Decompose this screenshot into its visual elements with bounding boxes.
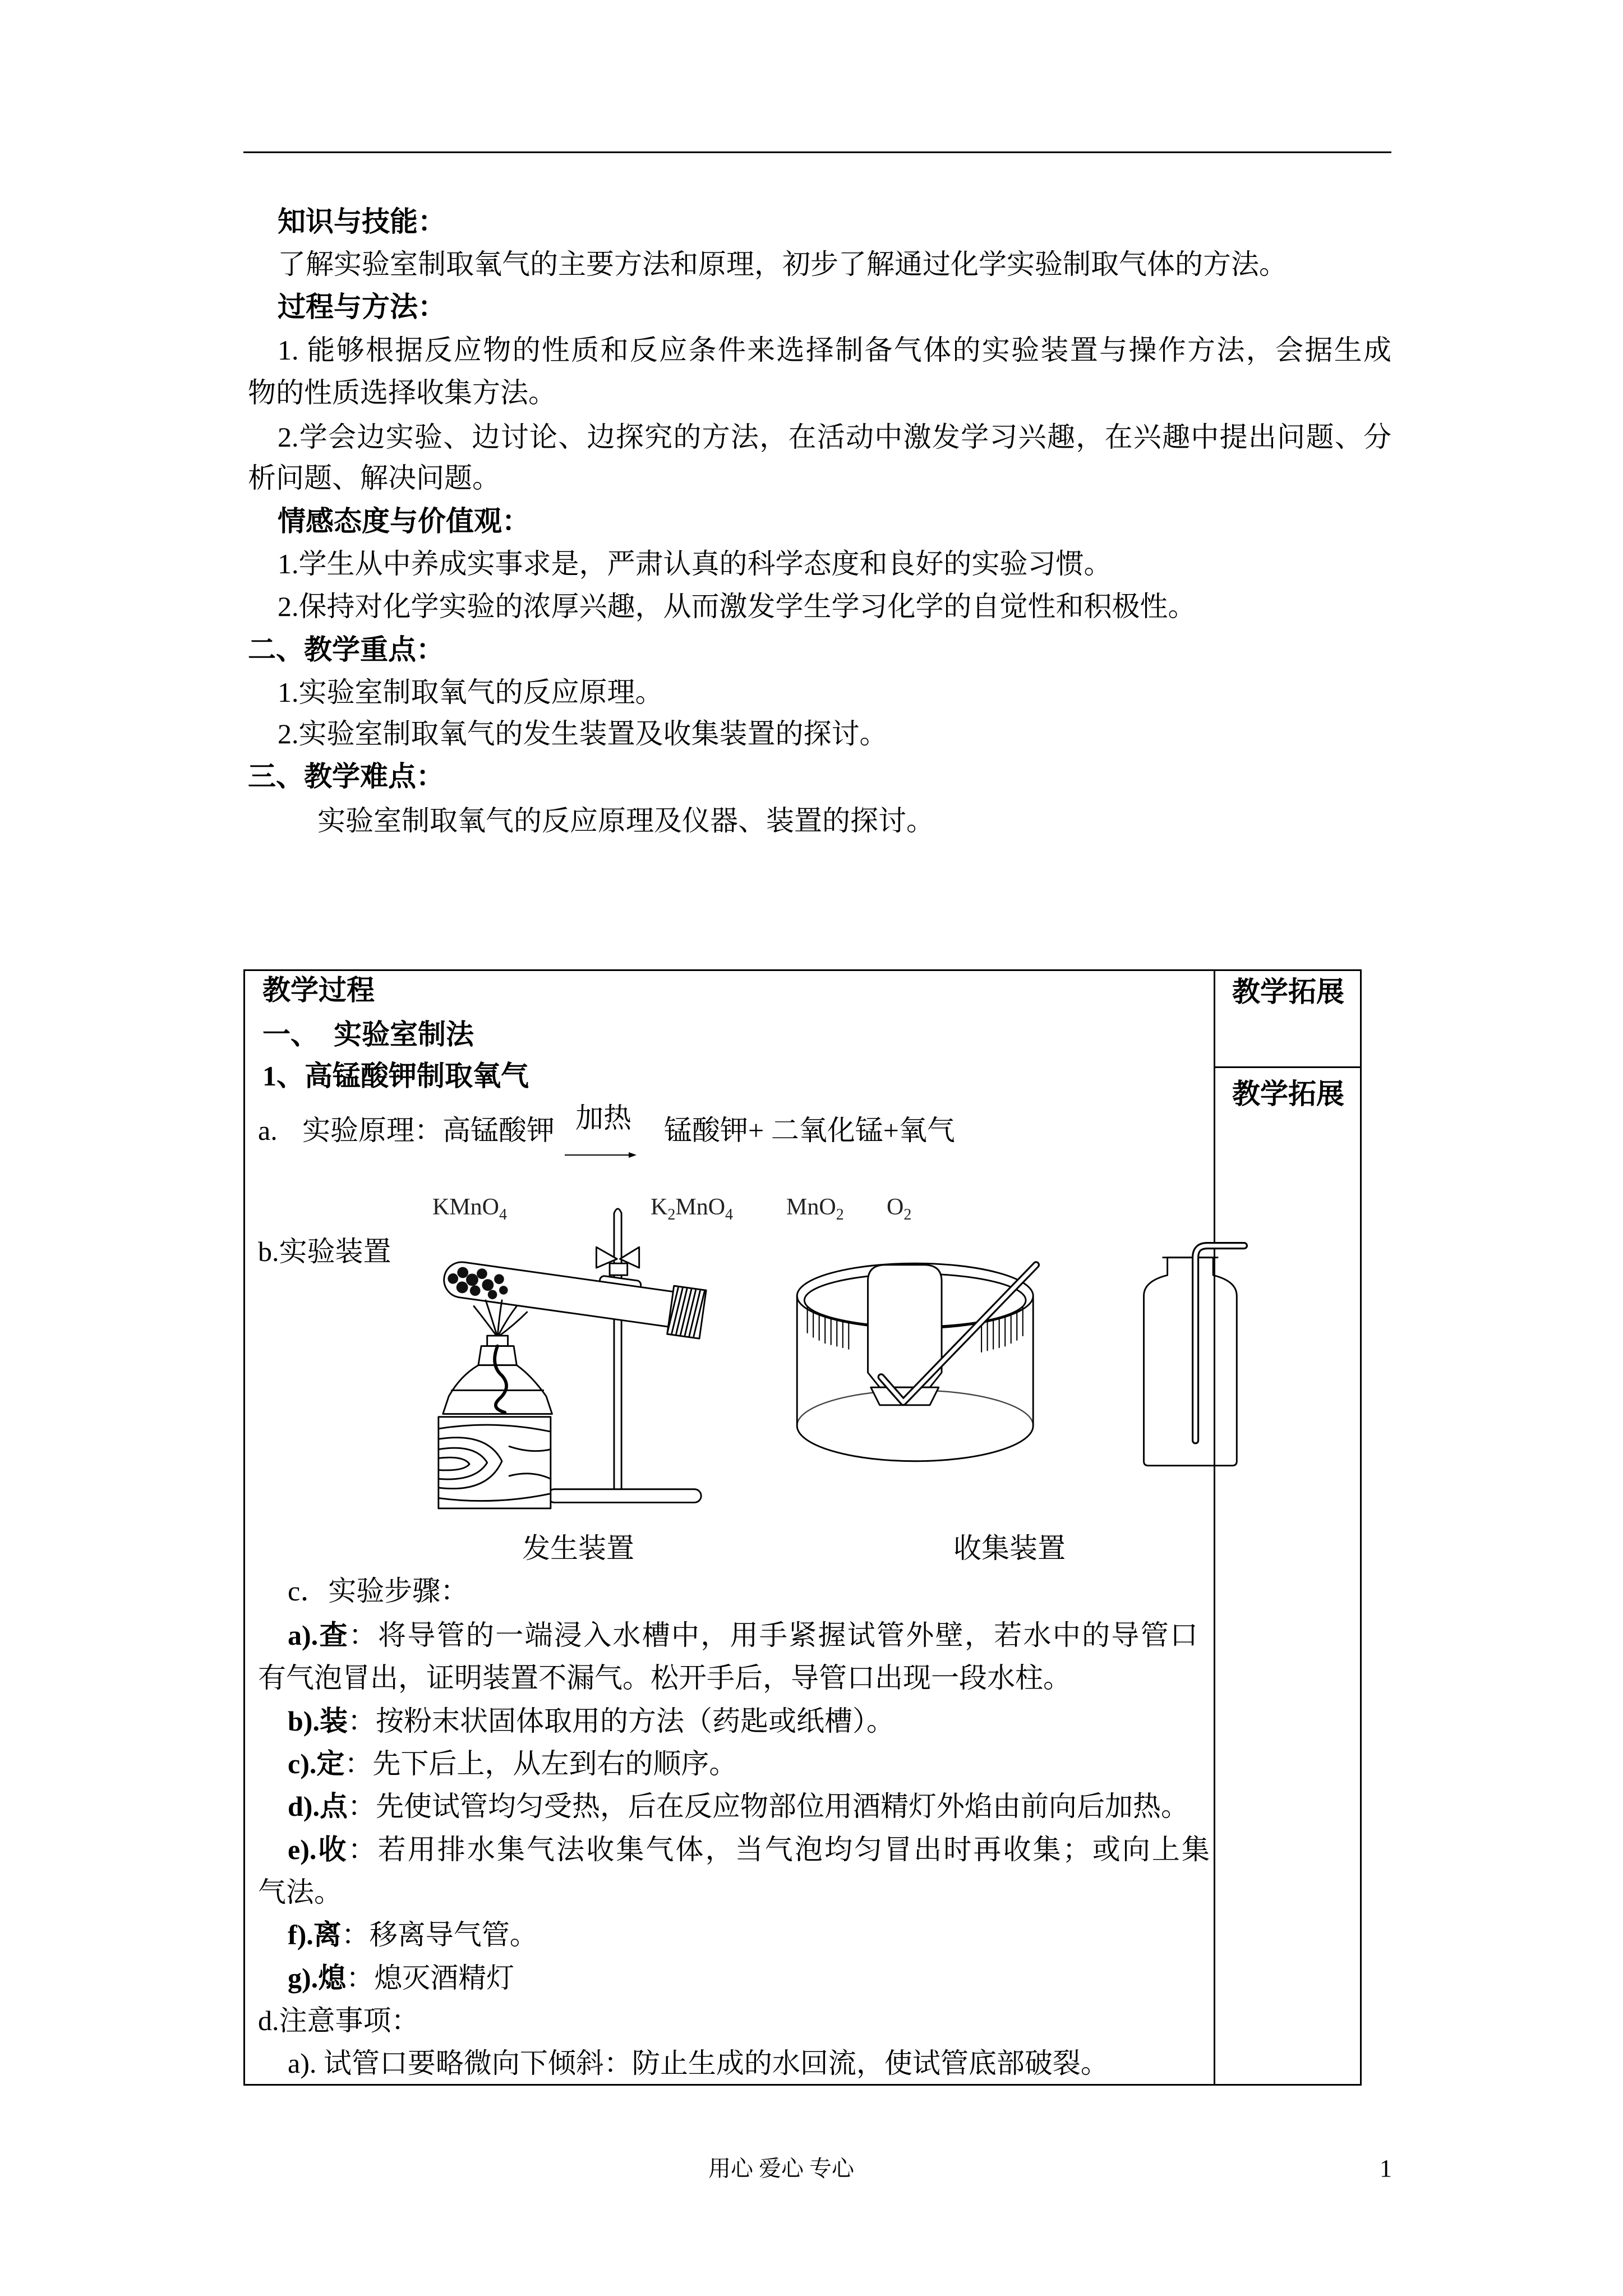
step-line (288, 1918, 538, 1952)
section-number: 一、 (262, 1019, 319, 1050)
alcohol-lamp (443, 1336, 552, 1414)
formula-main: K (651, 1194, 668, 1220)
step-line (288, 1961, 514, 1995)
process-line: 物的性质选择收集方法。 (248, 377, 556, 408)
apparatus-illustration (413, 1188, 1255, 1520)
table-column-divider (1214, 969, 1215, 2086)
step-text: ：将导管的一端浸入水槽中，用手紧握试管外壁，若水中的导管口 (348, 1619, 1198, 1651)
formula-subscript: 2 (836, 1206, 844, 1223)
gas-jar (1144, 1246, 1244, 1466)
step-line (288, 1789, 1189, 1823)
step-text: ：若用排水集气法收集气体，当气泡均匀冒出时再收集；或向上集 (348, 1834, 1210, 1865)
step-text: ：先使试管均匀受热，后在反应物部位用酒精灯外焰由前向后加热。 (347, 1791, 1189, 1822)
step-label: f).离 (288, 1919, 342, 1950)
step-label: a).查 (288, 1619, 349, 1651)
step-text: ：移离导气管。 (341, 1919, 538, 1950)
reactant-name: 高锰酸钾 (442, 1115, 555, 1146)
formula-main: O (887, 1194, 904, 1220)
step-label: g).熄 (288, 1962, 347, 1994)
step-line (288, 1618, 1198, 1652)
formula-subscript: 4 (499, 1206, 508, 1223)
formula-subscript: 4 (725, 1206, 734, 1223)
steps-heading: c．实验步骤： (288, 1575, 469, 1607)
process-heading: 过程与方法： (278, 291, 446, 323)
knowledge-text: 了解实验室制取氧气的主要方法和原理，初步了解通过化学实验制取气体的方法。 (278, 249, 1287, 280)
iron-stand (548, 1209, 702, 1503)
attitude-line: 1.学生从中养成实事求是，严肃认真的科学态度和良好的实验习惯。 (278, 548, 1112, 579)
attitude-heading: 情感态度与价值观： (278, 505, 530, 537)
extension-header: 教学拓展 (1232, 976, 1344, 1007)
formula-subscript: 2 (667, 1206, 676, 1223)
wooden-block (439, 1417, 551, 1508)
step-line (288, 1747, 737, 1780)
collection-caption: 收集装置 (953, 1533, 1066, 1564)
key-point-line: 2.实验室制取氧气的发生装置及收集装置的探讨。 (278, 718, 888, 749)
step-line (288, 1704, 895, 1738)
key-points-heading: 二、教学重点： (248, 634, 444, 665)
process-line: 1. 能够根据反应物的性质和反应条件来选择制备气体的实验装置与操作方法，会据生成 (278, 334, 1391, 366)
reaction-products: 锰酸钾+ 二氧化锰+氧气 (664, 1115, 955, 1146)
header-rule (243, 151, 1391, 153)
difficulties-text: 实验室制取氧气的反应原理及仪器、装置的探讨。 (317, 805, 934, 836)
reaction-arrow (564, 1150, 638, 1160)
process-header: 教学过程 (262, 974, 375, 1006)
notes-heading: d.注意事项： (258, 2005, 419, 2036)
principle-label: a. (258, 1115, 278, 1146)
step-text: ：按粉末状固体取用的方法（药匙或纸槽）。 (347, 1705, 895, 1737)
formula-main: MnO (675, 1194, 726, 1220)
apparatus-label: b.实验装置 (258, 1236, 391, 1267)
knowledge-heading: 知识与技能： (278, 206, 446, 237)
generation-apparatus (439, 1209, 706, 1508)
reaction-condition: 加热 (575, 1102, 631, 1134)
page-number: 1 (1380, 2155, 1392, 2182)
formula-main: KMnO (432, 1194, 500, 1220)
step-continuation: 有气泡冒出，证明装置不漏气。松开手后，导管口出现一段水柱。 (258, 1662, 1071, 1694)
principle-title: 实验原理： (302, 1115, 442, 1146)
formula-subscript: 2 (903, 1206, 912, 1223)
difficulties-heading: 三、教学难点： (248, 761, 444, 792)
process-line: 2.学会边实验、边讨论、边探究的方法，在活动中激发学习兴趣，在兴趣中提出问题、分 (278, 421, 1391, 453)
extension-cell-divider (1214, 1066, 1362, 1068)
step-label: d).点 (288, 1791, 348, 1822)
section-title: 实验室制法 (334, 1019, 474, 1050)
attitude-line: 2.保持对化学实验的浓厚兴趣，从而激发学生学习化学的自觉性和积极性。 (278, 591, 1196, 622)
collection-apparatus (797, 1263, 1036, 1461)
footer-motto: 用心 爱心 专心 (708, 2156, 854, 2181)
process-line: 析问题、解决问题。 (248, 462, 500, 494)
generation-caption: 发生装置 (522, 1533, 634, 1564)
step-label: e).收 (288, 1834, 348, 1865)
step-label: b).装 (288, 1705, 348, 1737)
key-point-line: 1.实验室制取氧气的反应原理。 (278, 677, 663, 708)
rubber-stopper (667, 1286, 706, 1338)
step-text: ：先下后上，从左到右的顺序。 (344, 1748, 737, 1779)
extension-header: 教学拓展 (1232, 1078, 1344, 1110)
note-line: a). 试管口要略微向下倾斜：防止生成的水回流，使试管底部破裂。 (288, 2047, 1109, 2079)
principle-line (302, 1114, 555, 1147)
subsection-title: 1、高锰酸钾制取氧气 (262, 1060, 529, 1092)
step-continuation: 气法。 (258, 1876, 342, 1908)
formula-main: MnO (786, 1194, 836, 1220)
step-text: ：熄灭酒精灯 (346, 1962, 515, 1994)
step-line (288, 1833, 1210, 1866)
step-label: c).定 (288, 1748, 345, 1779)
